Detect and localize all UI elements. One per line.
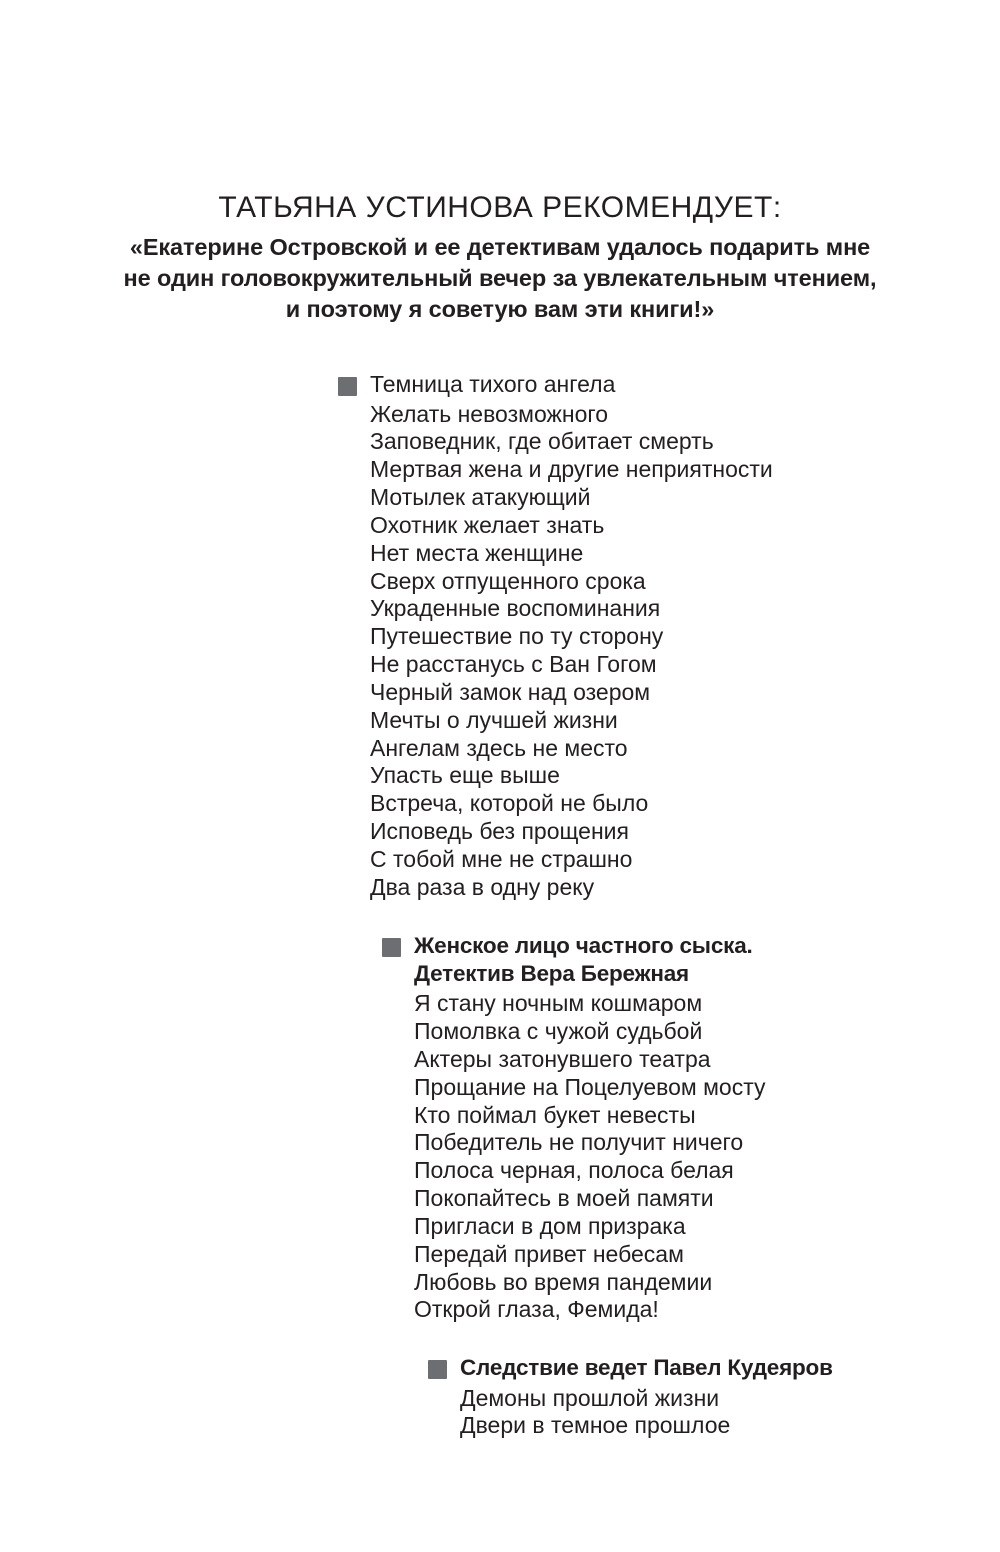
list-item: Полоса черная, полоса белая — [414, 1157, 734, 1184]
list-item: Ангелам здесь не место — [370, 734, 628, 761]
square-bullet-icon — [382, 938, 401, 957]
quote-line-1: «Екатерине Островской и ее детективам удалось подарить мне — [129, 234, 871, 260]
list-item: Пригласи в дом призрака — [414, 1212, 686, 1239]
list-item: Два раза в одну реку — [370, 873, 595, 900]
series-group-heading-text — [414, 932, 753, 989]
book-list — [414, 990, 930, 1324]
series-group — [338, 371, 930, 902]
book-list — [370, 401, 930, 902]
series-group-heading — [428, 1354, 930, 1382]
heading-line: Женское лицо частного сыска. — [414, 932, 753, 958]
list-item: Встреча, которой не было — [370, 790, 649, 817]
list-item: Прощание на Поцелуевом мосту — [414, 1073, 766, 1100]
list-item: Нет места женщине — [370, 539, 584, 566]
list-item: Не расстанусь с Ван Гогом — [370, 651, 657, 678]
series-group-heading — [382, 932, 930, 989]
list-item: Желать невозможного — [370, 400, 609, 427]
list-item: Исповедь без прощения — [370, 818, 629, 845]
list-item: Украденные воспоминания — [370, 595, 661, 622]
series-groups — [70, 371, 930, 1440]
list-item: Помолвка с чужой судьбой — [414, 1018, 703, 1045]
list-item: Мечты о лучшей жизни — [370, 706, 618, 733]
series-group — [428, 1354, 930, 1440]
list-item: Передай привет небесам — [414, 1240, 684, 1267]
heading-line: Темница тихого ангела — [370, 371, 616, 398]
series-group-heading-text — [370, 371, 615, 399]
list-item: Путешествие по ту сторону — [370, 623, 664, 650]
heading-line: Детектив Вера Бережная — [414, 960, 689, 986]
list-item: Заповедник, где обитает смерть — [370, 428, 714, 455]
recommendation-header — [120, 190, 880, 325]
series-group-heading — [338, 371, 930, 399]
list-item: Двери в темное прошлое — [460, 1412, 731, 1439]
square-bullet-icon — [338, 377, 357, 396]
series-group-heading-text — [460, 1354, 833, 1382]
list-item: Кто поймал букет невесты — [414, 1101, 696, 1128]
list-item: Я стану ночным кошмаром — [414, 990, 703, 1017]
quote-line-2: не один головокружительный вечер за увлекательным чтением, — [123, 265, 877, 292]
list-item: Мотылек атакующий — [370, 484, 591, 511]
heading-line: Следствие ведет Павел Кудеяров — [460, 1355, 833, 1381]
list-item: Покопайтесь в моей памяти — [414, 1185, 714, 1212]
list-item: Сверх отпущенного срока — [370, 567, 646, 594]
list-item: Открой глаза, Фемида! — [414, 1296, 659, 1323]
recommendation-quote — [120, 232, 880, 325]
page-title: ТАТЬЯНА УСТИНОВА РЕКОМЕНДУЕТ: — [218, 191, 782, 224]
list-item: Актеры затонувшего театра — [414, 1045, 711, 1072]
list-item: Черный замок над озером — [370, 678, 651, 705]
list-item: Охотник желает знать — [370, 511, 605, 538]
list-item: Любовь во время пандемии — [414, 1268, 713, 1295]
book-list — [460, 1385, 930, 1441]
square-bullet-icon — [428, 1360, 447, 1379]
quote-line-3: и поэтому я советую вам эти книги!» — [285, 296, 715, 323]
list-item: Упасть еще выше — [370, 762, 560, 789]
list-item: Победитель не получит ничего — [414, 1129, 744, 1156]
list-item: Демоны прошлой жизни — [460, 1384, 720, 1411]
series-group — [382, 932, 930, 1325]
list-item: С тобой мне не страшно — [370, 845, 633, 872]
list-item: Мертвая жена и другие неприятности — [370, 456, 773, 483]
